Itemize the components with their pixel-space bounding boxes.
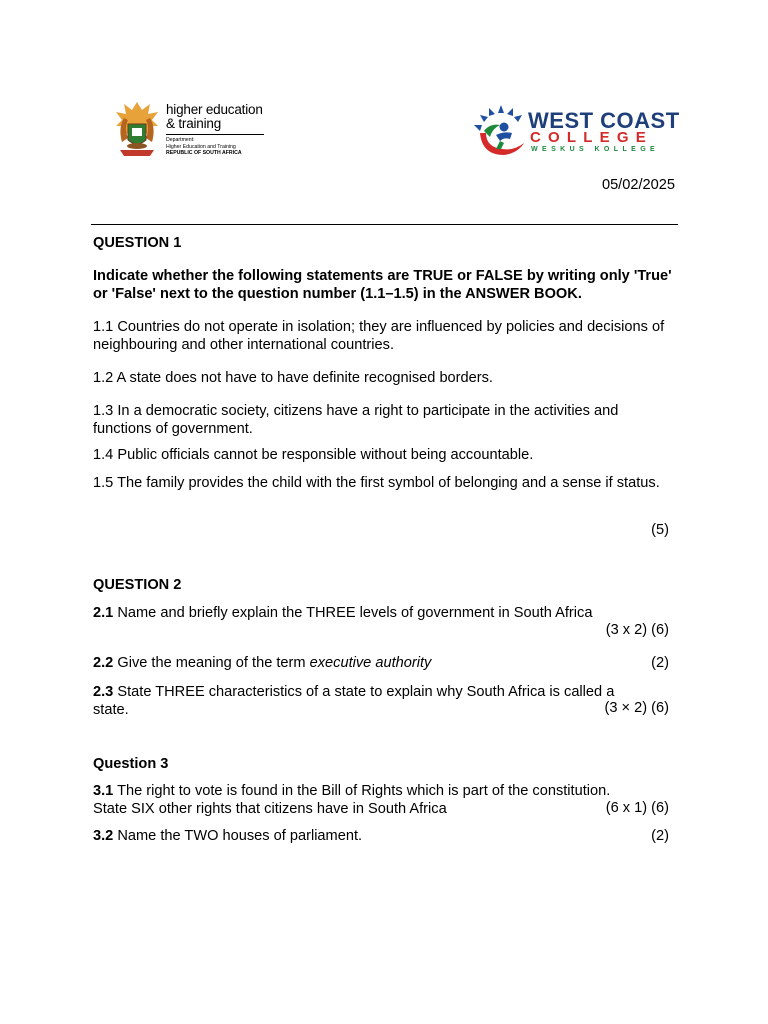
document-date: 05/02/2025 <box>601 177 675 193</box>
q3-item-2-marks: (2) <box>651 828 669 844</box>
q3-item-2-number: 3.2 <box>93 828 114 844</box>
college-afrikaans-name: WESKUS KOLLEGE <box>531 146 660 153</box>
q1-item-2: 1.2 A state does not have to have definite recognised borders. <box>93 370 493 386</box>
q2-item-2-term: executive authority <box>309 655 432 671</box>
q2-item-3 <box>93 684 678 719</box>
q3-title: Question 3 <box>93 756 169 772</box>
q2-title: QUESTION 2 <box>93 577 182 593</box>
q2-item-1 <box>93 605 678 623</box>
header-divider <box>91 224 678 225</box>
college-emblem-icon <box>470 103 532 163</box>
q1-item-4: 1.4 Public officials cannot be responsible without being accountable. <box>93 447 534 463</box>
q1-item-1: 1.1 Countries do not operate in isolation; they are influenced by policies and decisions of neighbouring and other international countries. <box>93 319 665 353</box>
college-subname: COLLEGE <box>530 129 653 146</box>
q1-item-3: 1.3 In a democratic society, citizens have a right to participate in the activities and functions of government. <box>93 403 619 437</box>
dhet-line2: & training <box>166 116 222 131</box>
q2-item-3-text: State THREE characteristics of a state to explain why South Africa is called a <box>117 684 615 700</box>
dhet-dept-label: Department: <box>166 137 195 143</box>
dhet-country: REPUBLIC OF SOUTH AFRICA <box>166 150 242 156</box>
q2-item-1-marks: (3 x 2) (6) <box>605 622 669 638</box>
q3-item-2-text: Name the TWO houses of parliament. <box>117 828 363 844</box>
q2-item-2 <box>93 655 678 673</box>
q3-item-1 <box>93 783 678 818</box>
dhet-wordmark <box>166 103 264 157</box>
q2-item-1-text: Name and briefly explain the THREE levels of government in South Africa <box>117 605 593 621</box>
coat-of-arms-icon <box>112 98 162 160</box>
dhet-divider <box>166 134 264 135</box>
college-name: WEST COAST <box>528 108 680 133</box>
q1-title: QUESTION 1 <box>93 235 182 251</box>
q2-item-1-number: 2.1 <box>93 605 114 621</box>
q2-item-2-number: 2.2 <box>93 655 114 671</box>
q1-marks: (5) <box>651 522 669 538</box>
q2-item-3-number: 2.3 <box>93 684 114 700</box>
dhet-dept-name: Higher Education and Training <box>166 143 236 150</box>
q3-item-1-marks: (6 x 1) (6) <box>605 800 669 816</box>
q1-instruction: Indicate whether the following statements are TRUE or FALSE by writing only 'True' or 'False' next to the question number (1.1–1.5) in the ANSWER BOOK. <box>93 268 672 302</box>
q2-item-2-marks: (2) <box>651 655 669 671</box>
dhet-line1: higher education <box>166 102 263 117</box>
q3-item-1-text: The right to vote is found in the Bill of Rights which is part of the constitution. <box>117 783 611 799</box>
q2-item-3-text-cont: state. <box>93 701 129 718</box>
q3-item-2 <box>93 828 678 846</box>
q3-item-1-number: 3.1 <box>93 783 114 799</box>
q3-item-1-text-cont: State SIX other rights that citizens have in South Africa <box>93 800 447 817</box>
q2-item-2-text: Give the meaning of the term <box>117 655 306 671</box>
q2-item-3-marks: (3 × 2) (6) <box>604 700 669 716</box>
q1-item-5: 1.5 The family provides the child with the first symbol of belonging and a sense if status. <box>93 475 660 491</box>
